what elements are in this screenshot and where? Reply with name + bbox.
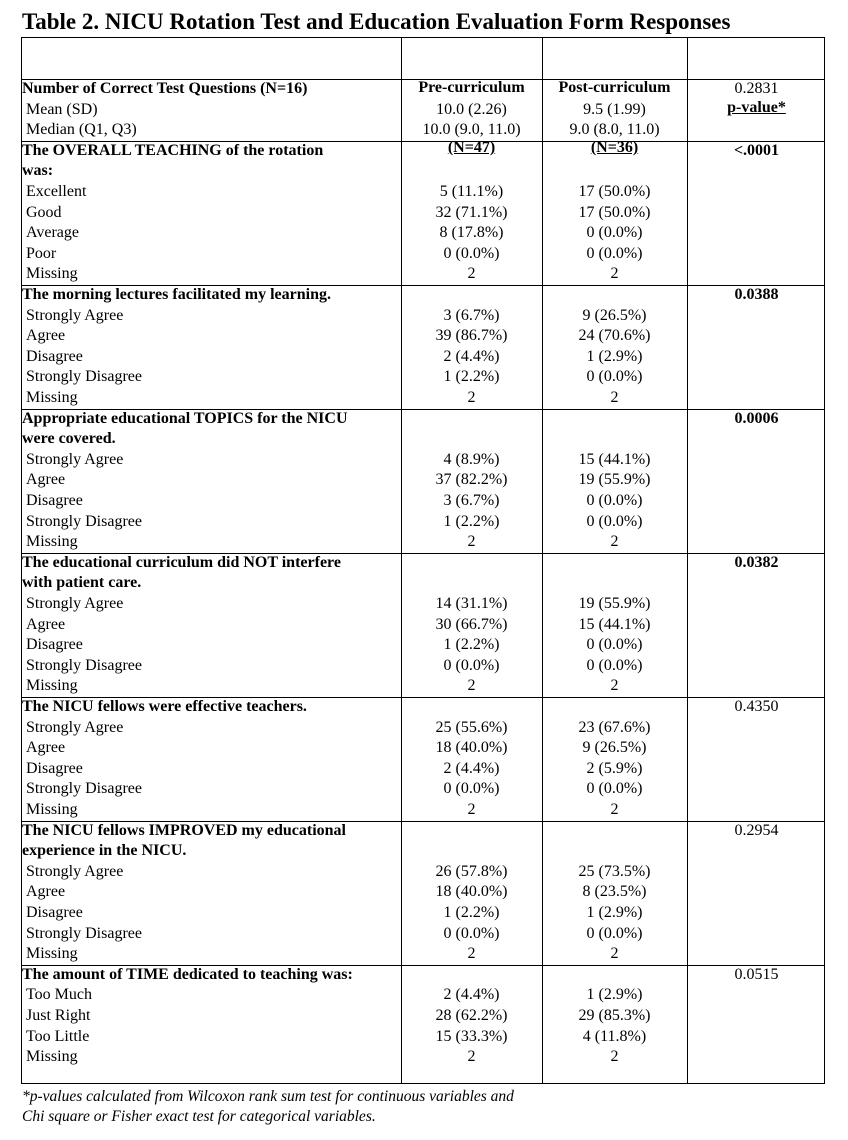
header-pre-line1: Pre-curriculum xyxy=(418,79,525,96)
row-label: Disagree xyxy=(26,759,83,777)
post-value: 0 (0.0%) xyxy=(586,244,643,262)
row-label: Just Right xyxy=(26,1007,91,1024)
row-label: Median (Q1, Q3) xyxy=(26,121,137,139)
pre-value: 2 xyxy=(467,945,476,963)
results-table xyxy=(21,37,825,1084)
row-label: Strongly Disagree xyxy=(26,924,142,942)
pre-value: 1 (2.2%) xyxy=(443,904,500,921)
post-value: 0 (0.0%) xyxy=(586,224,643,242)
row-label: Agree xyxy=(26,739,66,757)
section-heading: experience in the NICU. xyxy=(22,842,187,860)
post-value: 0 (0.0%) xyxy=(586,368,643,386)
post-value: 8 (23.5%) xyxy=(582,883,647,901)
pre-value: 3 (6.7%) xyxy=(443,306,500,324)
row-label: Disagree xyxy=(26,904,83,921)
pre-value: 2 (4.4%) xyxy=(443,347,500,365)
row-label: Strongly Agree xyxy=(26,718,124,736)
post-value: 9 (26.5%) xyxy=(582,306,647,324)
row-label: Agree xyxy=(26,883,66,901)
row-label: Strongly Disagree xyxy=(26,368,142,386)
p-value: 0.0388 xyxy=(734,286,779,303)
post-value: 23 (67.6%) xyxy=(578,718,651,736)
section-heading: The NICU fellows were effective teachers. xyxy=(22,698,307,715)
row-label: Strongly Disagree xyxy=(26,512,142,530)
pre-value: 32 (71.1%) xyxy=(435,203,508,221)
p-value: 0.0382 xyxy=(734,553,779,571)
header-pre-line2: (N=47) xyxy=(447,139,496,156)
section-heading: was: xyxy=(22,162,54,180)
row-label: Missing xyxy=(26,389,78,406)
pre-value: 2 (4.4%) xyxy=(443,986,500,1004)
post-value: 17 (50.0%) xyxy=(578,203,651,221)
p-value: 0.2831 xyxy=(734,80,779,97)
row-label: Strongly Agree xyxy=(26,306,124,324)
post-value: 17 (50.0%) xyxy=(578,183,651,200)
post-value: 2 xyxy=(610,265,619,283)
post-value: 2 xyxy=(610,801,619,818)
pre-value: 4 (8.9%) xyxy=(443,450,500,468)
post-value: 2 xyxy=(610,945,619,963)
pre-value: 2 xyxy=(467,533,476,551)
post-value: 9.5 (1.99) xyxy=(583,100,646,118)
pre-value: 0 (0.0%) xyxy=(443,244,500,262)
section-heading: Number of Correct Test Questions (N=16) xyxy=(22,80,308,97)
pre-value: 2 xyxy=(467,1048,476,1066)
section-heading: with patient care. xyxy=(22,574,142,592)
pre-value: 18 (40.0%) xyxy=(435,739,508,757)
post-value: 0 (0.0%) xyxy=(586,924,643,942)
row-label: Excellent xyxy=(26,183,87,200)
pre-value: 0 (0.0%) xyxy=(443,656,500,674)
row-label: Agree xyxy=(26,327,66,345)
row-label: Poor xyxy=(26,244,57,262)
pre-value: 28 (62.2%) xyxy=(435,1007,508,1024)
post-value: 25 (73.5%) xyxy=(578,862,651,880)
post-value: 2 xyxy=(610,677,619,695)
post-value: 19 (55.9%) xyxy=(578,595,651,612)
post-value: 9 (26.5%) xyxy=(582,739,647,757)
post-value: 1 (2.9%) xyxy=(586,904,643,921)
row-label: Strongly Agree xyxy=(26,450,124,468)
row-label: Strongly Agree xyxy=(26,595,124,612)
row-label: Agree xyxy=(26,471,66,489)
pre-value: 15 (33.3%) xyxy=(435,1027,508,1045)
row-label: Strongly Disagree xyxy=(26,780,142,798)
pre-value: 30 (66.7%) xyxy=(435,615,508,633)
post-value: 15 (44.1%) xyxy=(578,615,651,633)
pre-value: 18 (40.0%) xyxy=(435,883,508,901)
post-value: 2 xyxy=(610,389,619,406)
post-value: 2 xyxy=(610,533,619,551)
row-label: Missing xyxy=(26,677,78,695)
row-label: Good xyxy=(26,203,62,221)
pre-value: 2 xyxy=(467,801,476,818)
section-heading: The amount of TIME dedicated to teaching was: xyxy=(22,965,353,983)
section-heading: The educational curriculum did NOT interfere xyxy=(22,553,341,571)
post-value: 2 xyxy=(610,1048,619,1066)
post-value: 0 (0.0%) xyxy=(586,656,643,674)
p-value: 0.2954 xyxy=(734,821,779,839)
row-label: Missing xyxy=(26,1048,78,1066)
footnote xyxy=(22,1087,514,1127)
pre-value: 26 (57.8%) xyxy=(435,862,508,880)
pre-value: 2 (4.4%) xyxy=(443,759,500,777)
post-value: 24 (70.6%) xyxy=(578,327,651,345)
row-label: Mean (SD) xyxy=(26,100,98,118)
pre-value: 14 (31.1%) xyxy=(435,595,508,612)
pre-value: 1 (2.2%) xyxy=(443,512,500,530)
pre-value: 25 (55.6%) xyxy=(435,718,508,736)
pre-value: 2 xyxy=(467,389,476,406)
section-heading: Appropriate educational TOPICS for the NICU xyxy=(22,409,348,427)
pre-value: 0 (0.0%) xyxy=(443,924,500,942)
row-label: Disagree xyxy=(26,347,83,365)
row-label: Disagree xyxy=(26,636,83,654)
row-label: Agree xyxy=(26,615,66,633)
header-pvalue: p-value* xyxy=(727,99,786,116)
row-label: Missing xyxy=(26,945,78,963)
row-label: Disagree xyxy=(26,492,83,509)
pre-value: 0 (0.0%) xyxy=(443,780,500,798)
row-label: Missing xyxy=(26,801,78,818)
pre-value: 10.0 (2.26) xyxy=(436,100,507,118)
section-heading: were covered. xyxy=(22,430,116,448)
row-label: Strongly Disagree xyxy=(26,656,142,674)
post-value: 0 (0.0%) xyxy=(586,636,643,654)
row-label: Missing xyxy=(26,533,78,551)
pre-value: 2 xyxy=(467,677,476,695)
post-value: 1 (2.9%) xyxy=(586,986,643,1004)
pre-value: 39 (86.7%) xyxy=(435,327,508,345)
p-value: <.0001 xyxy=(733,141,780,159)
post-value: 1 (2.9%) xyxy=(586,347,643,365)
pre-value: 10.0 (9.0, 11.0) xyxy=(422,121,521,139)
pre-value: 37 (82.2%) xyxy=(435,471,508,489)
header-post-line1: Post-curriculum xyxy=(558,79,671,96)
post-value: 29 (85.3%) xyxy=(578,1007,651,1024)
post-value: 0 (0.0%) xyxy=(586,492,643,509)
post-value: 0 (0.0%) xyxy=(586,780,643,798)
post-value: 4 (11.8%) xyxy=(582,1027,647,1045)
row-label: Too Little xyxy=(26,1027,90,1045)
post-value: 15 (44.1%) xyxy=(578,450,651,468)
section-heading: The OVERALL TEACHING of the rotation xyxy=(22,141,324,159)
header-post-line2: (N=36) xyxy=(590,139,639,156)
pre-value: 1 (2.2%) xyxy=(443,636,500,654)
p-value: 0.0006 xyxy=(734,409,779,427)
pre-value: 5 (11.1%) xyxy=(439,183,504,200)
p-value: 0.0515 xyxy=(734,965,779,983)
row-label: Missing xyxy=(26,265,78,283)
pre-value: 8 (17.8%) xyxy=(439,224,504,242)
row-label: Average xyxy=(26,224,79,242)
pre-value: 2 xyxy=(467,265,476,283)
footnote-line: Chi square or Fisher exact test for categorical variables. xyxy=(22,1108,376,1125)
post-value: 9.0 (8.0, 11.0) xyxy=(569,121,660,139)
post-value: 2 (5.9%) xyxy=(586,759,643,777)
post-value: 19 (55.9%) xyxy=(578,471,651,489)
row-label: Too Much xyxy=(26,986,92,1004)
pre-value: 3 (6.7%) xyxy=(443,492,500,509)
p-value: 0.4350 xyxy=(734,698,779,715)
pre-value: 1 (2.2%) xyxy=(443,368,500,386)
row-label: Strongly Agree xyxy=(26,862,124,880)
table-title: Table 2. NICU Rotation Test and Education Evaluation Form Responses xyxy=(22,9,731,34)
section-heading: The NICU fellows IMPROVED my educational xyxy=(22,821,346,839)
footnote-line: *p-values calculated from Wilcoxon rank sum test for continuous variables and xyxy=(22,1088,514,1105)
post-value: 0 (0.0%) xyxy=(586,512,643,530)
section-heading: The morning lectures facilitated my learning. xyxy=(22,286,331,303)
